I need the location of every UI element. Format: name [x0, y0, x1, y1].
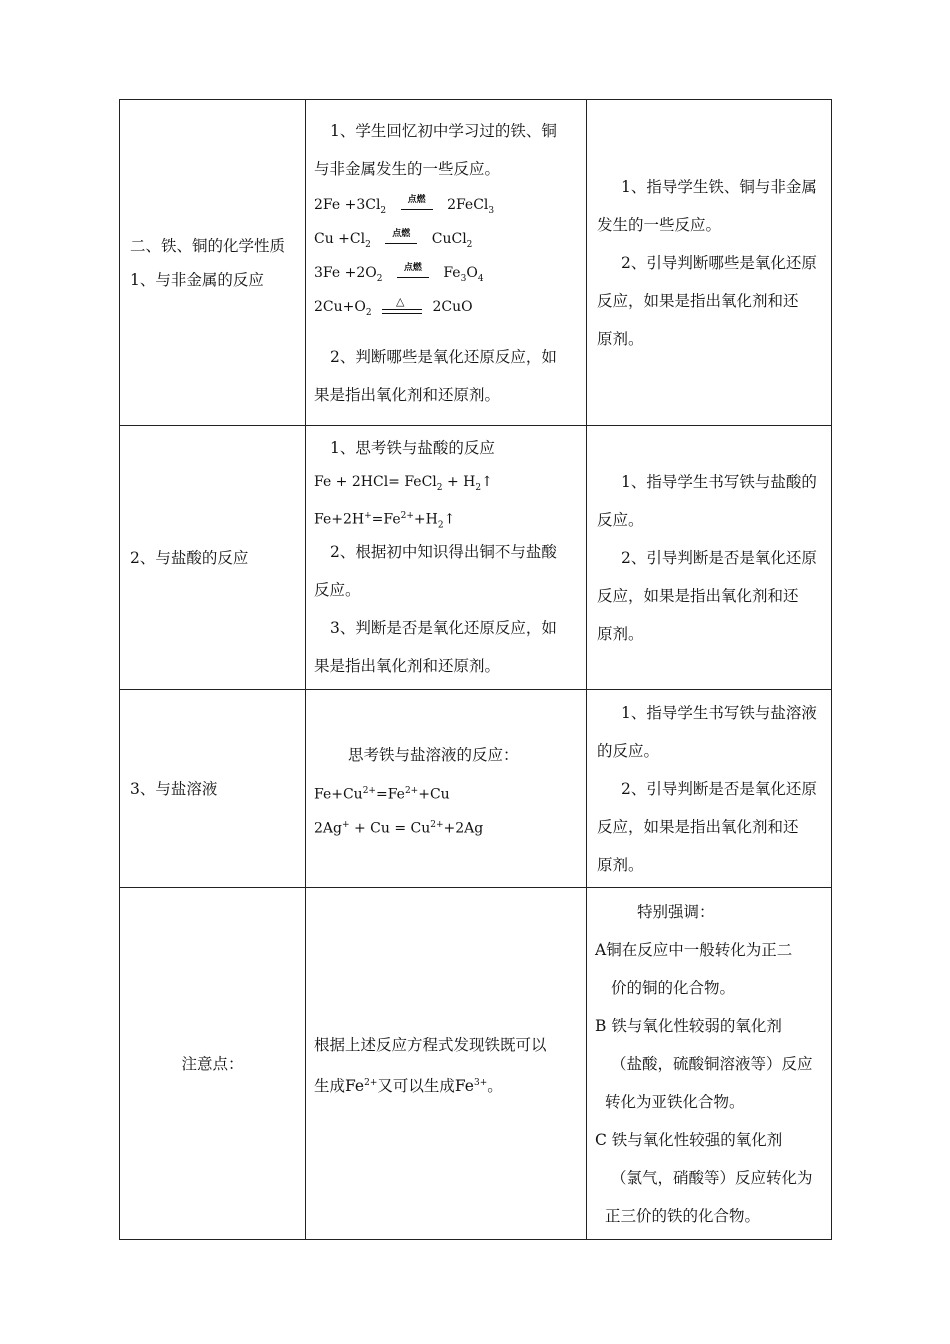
- lesson-table: [119, 99, 832, 1240]
- text-line: 根据上述反应方程式发现铁既可以: [314, 1035, 547, 1054]
- text-line: 1、思考铁与盐酸的反应: [330, 438, 495, 457]
- equation: $Cu +Cl_2$ 点燃 CuCl$_2$: [314, 228, 473, 250]
- text-line: 正三价的铁的化合物。: [605, 1206, 761, 1225]
- table-row: [120, 100, 832, 426]
- condition-mark: 点燃: [391, 266, 435, 280]
- section-heading: 二、铁、铜的化学性质: [130, 236, 286, 255]
- student-activity-cell: [306, 690, 587, 888]
- student-activity-cell: [306, 426, 587, 690]
- student-activity-cell: [306, 888, 587, 1240]
- table-row: [120, 426, 832, 690]
- text-line: 反应，如果是指出氧化剂和还: [597, 817, 799, 836]
- text-line: 的反应。: [597, 741, 660, 760]
- equation: $Fe+Cu^{2+}=Fe^{2+}+Cu$: [314, 785, 450, 803]
- text-line: 2、根据初中知识得出铜不与盐酸: [330, 542, 557, 561]
- equation: $2Cu+O_2$ △ 2CuO: [314, 294, 473, 318]
- text-line: 反应，如果是指出氧化剂和还: [597, 291, 799, 310]
- text-line: 2、判断哪些是氧化还原反应，如: [330, 347, 557, 366]
- equation: $2Ag^+ + Cu = Cu^{2+}+2Ag$: [314, 819, 484, 837]
- text-line: A铜在反应中一般转化为正二: [595, 940, 793, 959]
- teacher-guidance-cell: [587, 426, 832, 690]
- teacher-guidance-cell: [587, 690, 832, 888]
- text-line: 果是指出氧化剂和还原剂。: [314, 385, 501, 404]
- text-line: 发生的一些反应。: [597, 215, 722, 234]
- equation: $3Fe +2O_2$ 点燃 $Fe_3O_4$: [314, 262, 484, 284]
- text-line: 原剂。: [597, 624, 644, 643]
- table-row: [120, 888, 832, 1240]
- text-line: 2、引导判断是否是氧化还原: [621, 779, 817, 798]
- text-line: 反应。: [597, 510, 644, 529]
- text-line: 3、判断是否是氧化还原反应，如: [330, 618, 557, 637]
- equation: Fe + 2HCl= FeCl$_2$ + $H_2↑$: [314, 473, 493, 493]
- text-line: C 铁与氧化性较强的氧化剂: [595, 1130, 783, 1149]
- equation: $Fe+2H^+=Fe^{2+}+H_2↑$: [314, 510, 456, 530]
- text-line: 原剂。: [597, 855, 644, 874]
- text-line: 转化为亚铁化合物。: [605, 1092, 745, 1111]
- text-line: B 铁与氧化性较弱的氧化剂: [595, 1016, 782, 1035]
- topic-label: 注意点：: [181, 1054, 244, 1073]
- text-line: 思考铁与盐溶液的反应：: [348, 745, 519, 764]
- text-line: 1、指导学生书写铁与盐酸的: [621, 472, 817, 491]
- text-line: 1、学生回忆初中学习过的铁、铜: [330, 121, 557, 140]
- topic-cell: [120, 888, 306, 1240]
- heat-condition-mark: △: [382, 299, 422, 315]
- text-line: 1、指导学生铁、铜与非金属: [621, 177, 817, 196]
- topic-label: 2、与盐酸的反应: [130, 548, 249, 567]
- text-line: 反应。: [314, 580, 361, 599]
- text-line: 果是指出氧化剂和还原剂。: [314, 656, 501, 675]
- emphasis-heading: 特别强调：: [637, 902, 715, 921]
- text-line: 生成$Fe^{2+}$又可以生成$Fe^{3+}$。: [314, 1076, 503, 1095]
- text-line: 1、指导学生书写铁与盐溶液: [621, 703, 817, 722]
- emphasis-cell: [587, 888, 832, 1240]
- text-line: 原剂。: [597, 329, 644, 348]
- condition-mark: 点燃: [395, 198, 439, 212]
- topic-cell: [120, 426, 306, 690]
- topic-label: 3、与盐溶液: [130, 779, 218, 798]
- text-line: 2、引导判断是否是氧化还原: [621, 548, 817, 567]
- equation: $2Fe +3Cl_2$ 点燃 2FeCl$_3$: [314, 194, 495, 216]
- teacher-guidance-cell: [587, 100, 832, 426]
- text-line: 价的铜的化合物。: [611, 978, 736, 997]
- text-line: 反应，如果是指出氧化剂和还: [597, 586, 799, 605]
- topic-cell: [120, 100, 306, 426]
- text-line: （盐酸，硫酸铜溶液等）反应: [611, 1054, 813, 1073]
- text-line: 与非金属发生的一些反应。: [314, 159, 501, 178]
- student-activity-cell: [306, 100, 587, 426]
- condition-mark: 点燃: [379, 232, 423, 246]
- table-row: [120, 690, 832, 888]
- text-line: 2、引导判断哪些是氧化还原: [621, 253, 817, 272]
- topic-label: 1、与非金属的反应: [130, 270, 264, 289]
- text-line: （氯气，硝酸等）反应转化为: [611, 1168, 813, 1187]
- topic-cell: [120, 690, 306, 888]
